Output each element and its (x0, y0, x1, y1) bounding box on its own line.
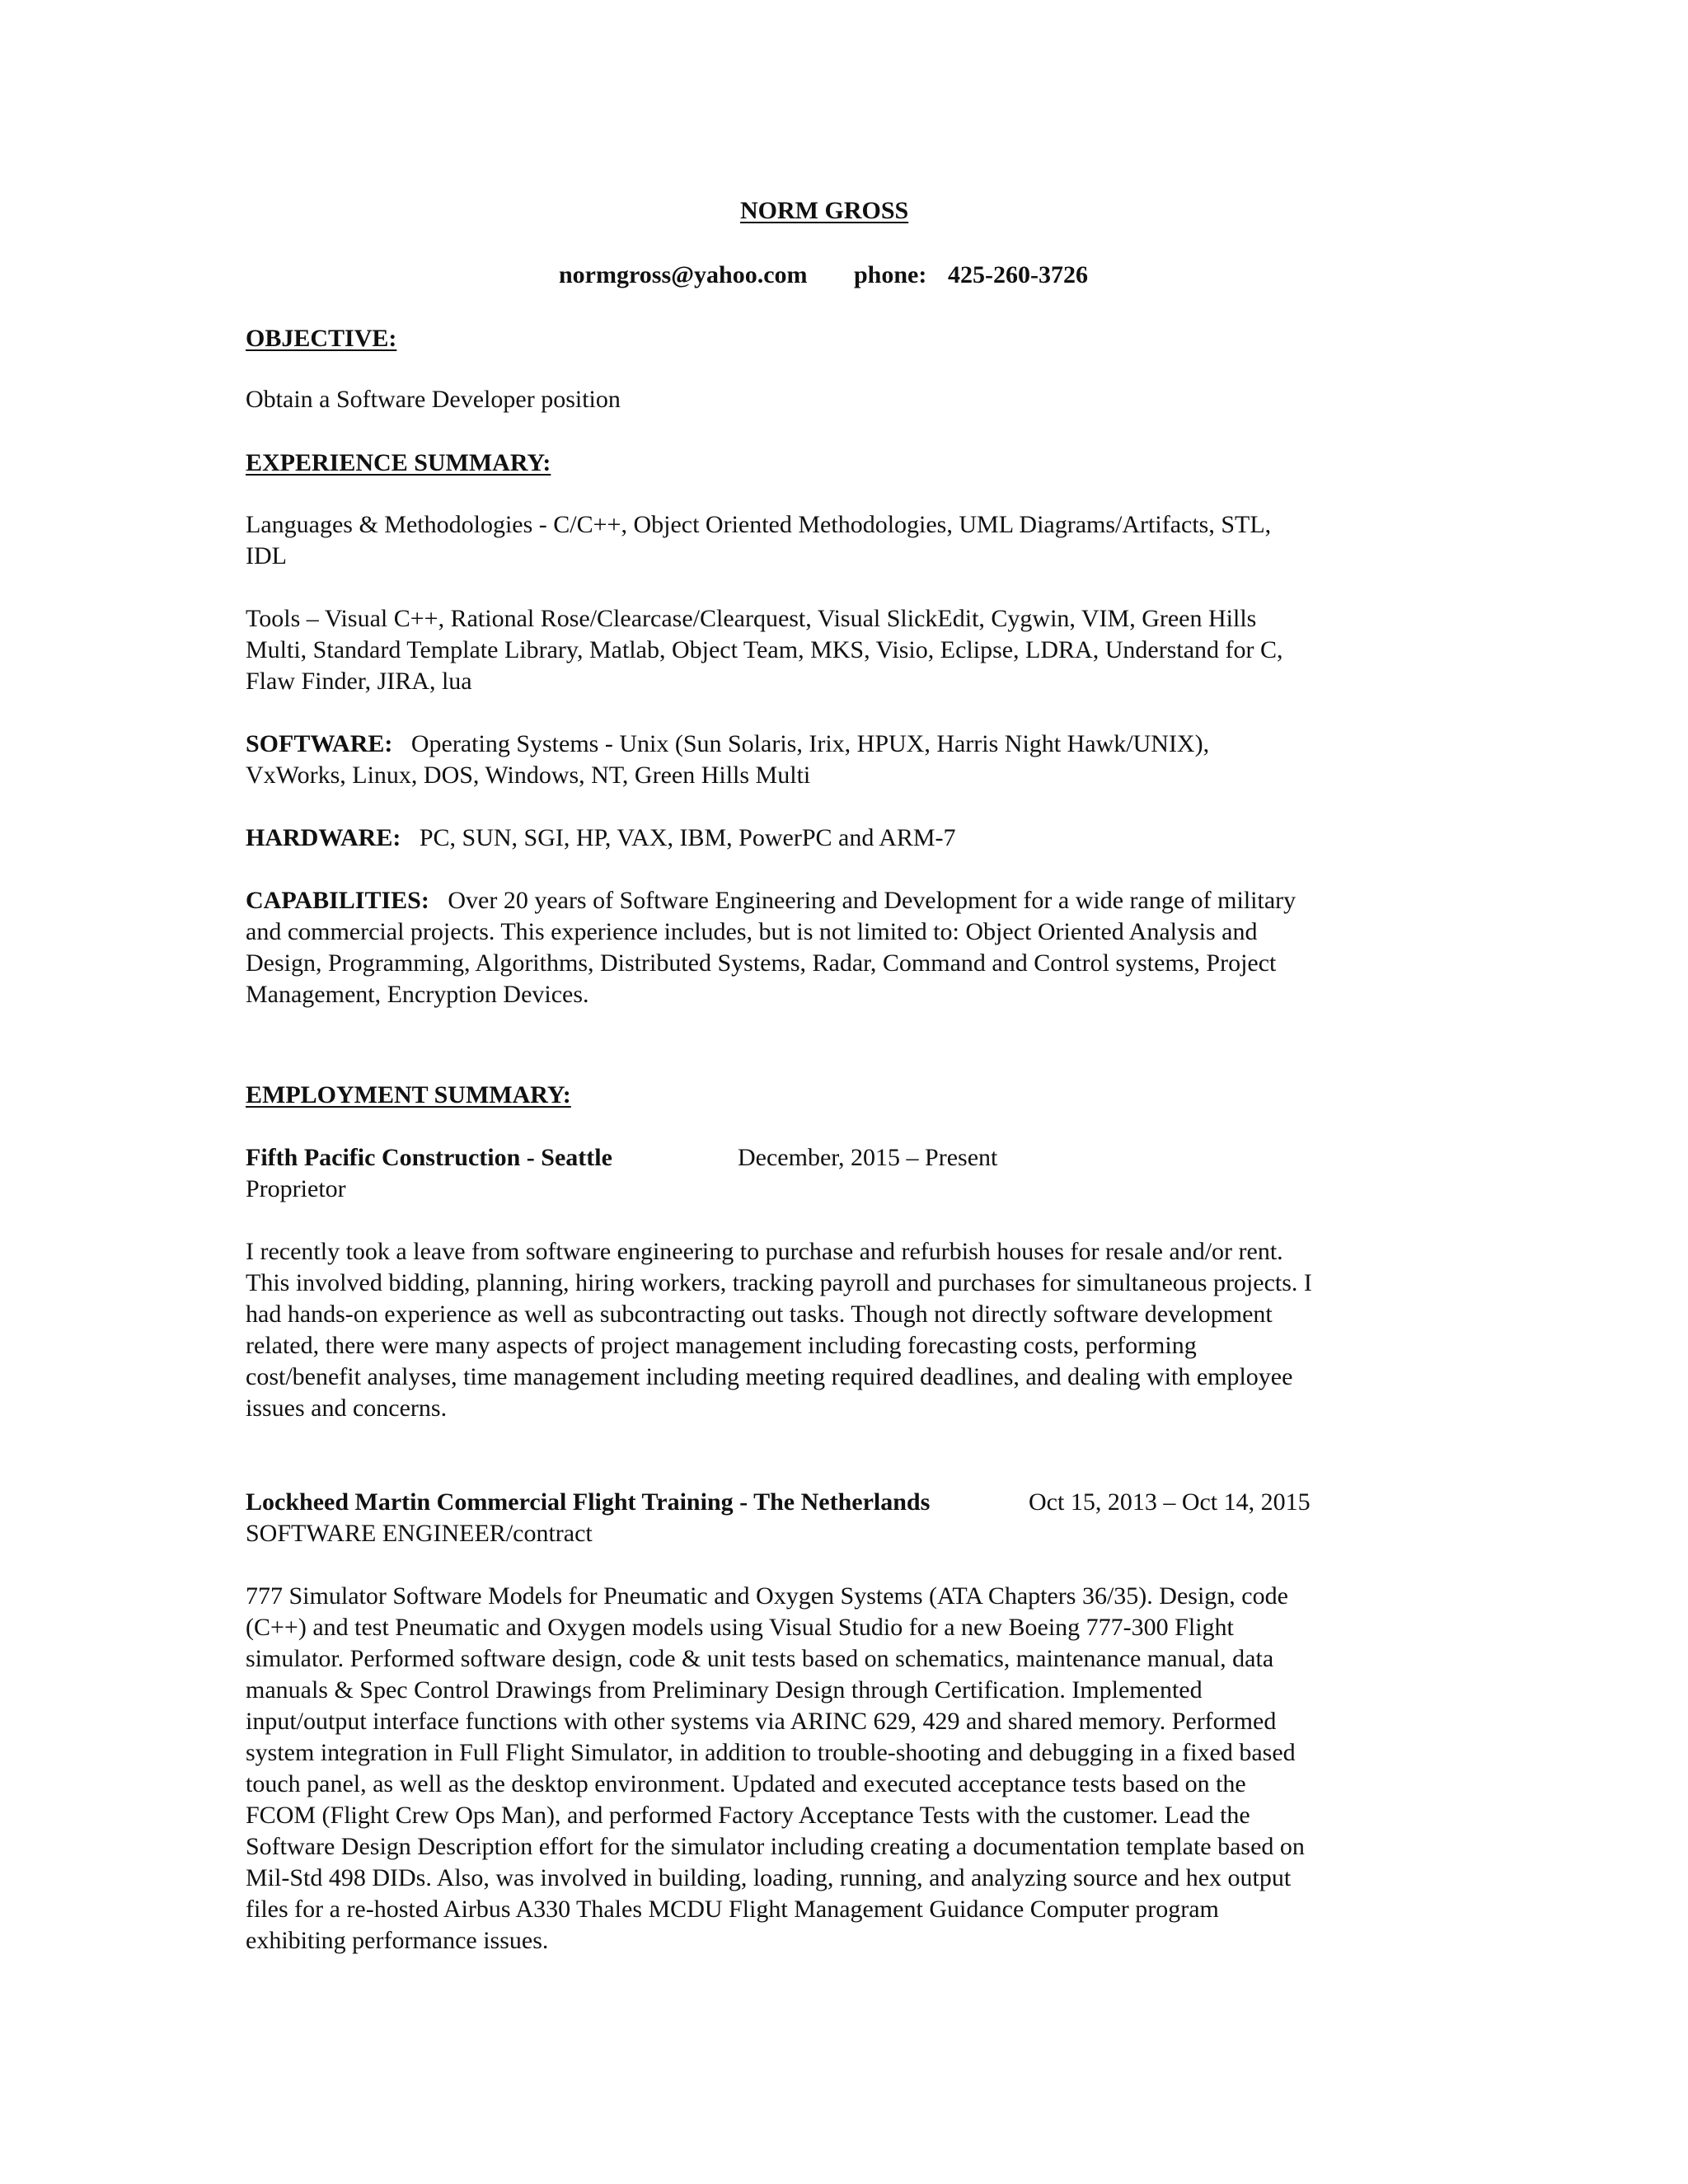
software-line-2: VxWorks, Linux, DOS, Windows, NT, Green Hills Multi (246, 762, 811, 789)
job-dates: December, 2015 – Present (738, 1144, 998, 1171)
job-description-line: 777 Simulator Software Models for Pneumatic and Oxygen Systems (ATA Chapters 36/35). Design, code (246, 1582, 1288, 1610)
hardware-paragraph (246, 823, 1441, 854)
job-company: Fifth Pacific Construction - Seattle (246, 1144, 612, 1171)
objective-text: Obtain a Software Developer position (246, 386, 621, 413)
job-description-line: This involved bidding, planning, hiring workers, tracking payroll and purchases for simultaneous projects. I (246, 1269, 1312, 1296)
job-description-line: Mil-Std 498 DIDs. Also, was involved in building, loading, running, and analyzing source and hex output (246, 1864, 1292, 1891)
software-text: Operating Systems - Unix (Sun Solaris, Irix, HPUX, Harris Night Hawk/UNIX), (410, 730, 1210, 757)
employment-summary-heading: EMPLOYMENT SUMMARY: (246, 1081, 571, 1108)
software-paragraph (246, 729, 1441, 791)
job-description-line: input/output interface functions with other systems via ARINC 629, 429 and shared memory. Performed (246, 1708, 1277, 1735)
candidate-name: NORM GROSS (740, 197, 909, 224)
job-description (246, 1236, 1441, 1424)
job-title: SOFTWARE ENGINEER/contract (246, 1520, 593, 1547)
job-company: Lockheed Martin Commercial Flight Training - The Netherlands (246, 1488, 931, 1516)
languages-paragraph (246, 509, 1441, 572)
languages-line: IDL (246, 542, 287, 569)
software-line-1 (246, 729, 1441, 760)
job-description-line: issues and concerns. (246, 1394, 448, 1422)
phone-number: 425-260-3726 (948, 261, 1088, 288)
job-description (246, 1581, 1441, 1957)
job-description-line: files for a re-hosted Airbus A330 Thales MCDU Flight Management Guidance Computer program (246, 1896, 1219, 1923)
capabilities-line: Management, Encryption Devices. (246, 981, 589, 1008)
capabilities-line-1 (246, 885, 1441, 916)
tools-line: Tools – Visual C++, Rational Rose/Clearcase/Clearquest, Visual SlickEdit, Cygwin, VIM, Green Hills (246, 605, 1257, 632)
capabilities-line: Design, Programming, Algorithms, Distributed Systems, Radar, Command and Control systems, Project (246, 949, 1277, 977)
job-description-line: touch panel, as well as the desktop environment. Updated and executed acceptance tests based on the (246, 1770, 1246, 1797)
objective-heading: OBJECTIVE: (246, 325, 397, 352)
hardware-text: PC, SUN, SGI, HP, VAX, IBM, PowerPC and ARM-7 (419, 824, 956, 851)
job-description-line: FCOM (Flight Crew Ops Man), and performed Factory Acceptance Tests with the customer. Lead the (246, 1802, 1250, 1829)
phone-label: phone: (854, 261, 927, 288)
job-description-line: cost/benefit analyses, time management including meeting required deadlines, and dealing with employee (246, 1363, 1293, 1390)
job-description-line: had hands-on experience as well as subcontracting out tasks. Though not directly software development (246, 1301, 1273, 1328)
capabilities-label: CAPABILITIES: (246, 887, 429, 914)
job-description-line: (C++) and test Pneumatic and Oxygen models using Visual Studio for a new Boeing 777-300 Flight (246, 1614, 1234, 1641)
tools-paragraph (246, 603, 1441, 697)
job-title: Proprietor (246, 1175, 346, 1202)
job-description-line: system integration in Full Flight Simulator, in addition to trouble-shooting and debugging in a fixed based (246, 1739, 1296, 1766)
capabilities-line: and commercial projects. This experience includes, but is not limited to: Object Oriented Analysis and (246, 918, 1258, 945)
hardware-label: HARDWARE: (246, 824, 401, 851)
email-address: normgross@yahoo.com (559, 261, 808, 288)
tools-line: Flaw Finder, JIRA, lua (246, 668, 472, 695)
job-description-line: manuals & Spec Control Drawings from Preliminary Design through Certification. Implemented (246, 1676, 1203, 1704)
job-description-line: Software Design Description effort for the simulator including creating a documentation template based on (246, 1833, 1305, 1860)
hardware-line (246, 823, 1441, 854)
capabilities-text: Over 20 years of Software Engineering and Development for a wide range of military (448, 887, 1296, 914)
job-description-line: related, there were many aspects of project management including forecasting costs, performing (246, 1332, 1197, 1359)
capabilities-paragraph (246, 885, 1441, 1010)
job-description-line: exhibiting performance issues. (246, 1927, 549, 1954)
job-description-line: simulator. Performed software design, code & unit tests based on schematics, maintenance manual, data (246, 1645, 1274, 1672)
tools-line: Multi, Standard Template Library, Matlab, Object Team, MKS, Visio, Eclipse, LDRA, Understand for C, (246, 636, 1283, 663)
languages-line: Languages & Methodologies - C/C++, Object Oriented Methodologies, UML Diagrams/Artifacts, STL, (246, 511, 1272, 538)
experience-summary-heading: EXPERIENCE SUMMARY: (246, 449, 551, 476)
job-description-line: I recently took a leave from software engineering to purchase and refurbish houses for resale and/or rent. (246, 1238, 1283, 1265)
software-label: SOFTWARE: (246, 730, 393, 757)
job-dates: Oct 15, 2013 – Oct 14, 2015 (1029, 1488, 1311, 1516)
